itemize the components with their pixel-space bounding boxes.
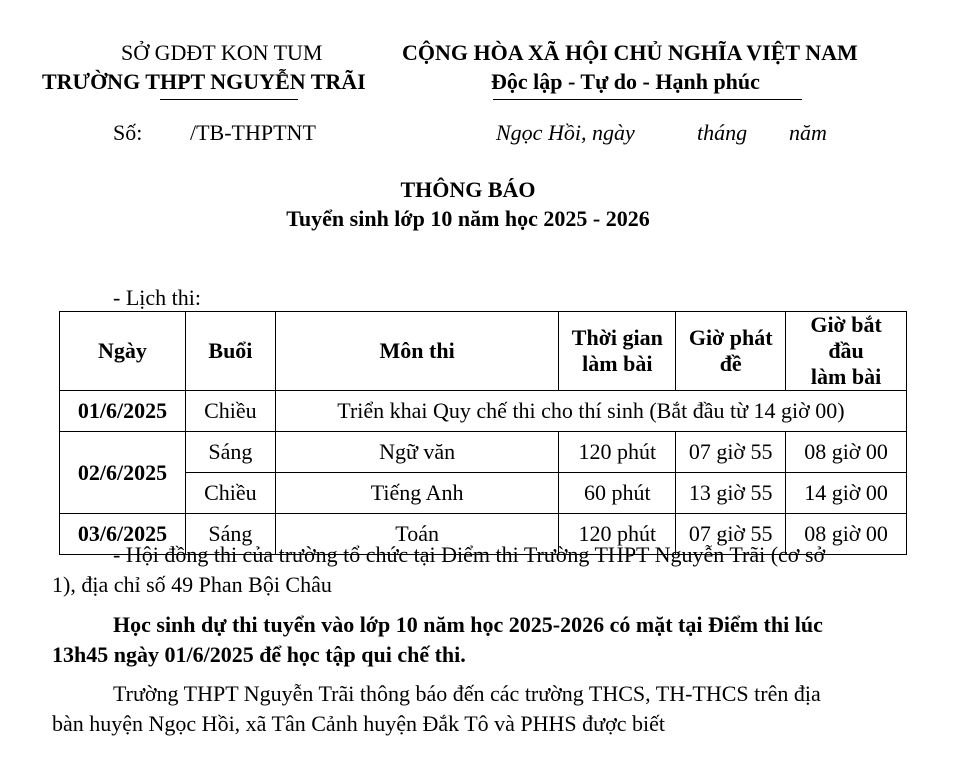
header-start-line1: Giờ bắt đầu <box>810 312 882 363</box>
document-number-code: /TB-THPTNT <box>190 120 316 145</box>
row-duration: 120 phút <box>559 432 676 473</box>
paragraph-venue-line2: 1), địa chỉ số 49 Phan Bội Châu <box>52 572 332 597</box>
place-date: Ngọc Hồi, ngày <box>496 120 635 145</box>
row-start: 08 giờ 00 <box>786 514 907 555</box>
table-header-row <box>60 312 907 391</box>
document-subtitle: Tuyển sinh lớp 10 năm học 2025 - 2026 <box>286 206 650 231</box>
row-date: 02/6/2025 <box>60 432 186 514</box>
schedule-label: - Lịch thi: <box>113 285 201 310</box>
paragraph-attendance <box>52 610 920 670</box>
paragraph-notice <box>52 679 920 739</box>
paragraph-notice-line1: Trường THPT Nguyễn Trãi thông báo đến các trường THCS, TH-THCS trên địa <box>113 681 821 706</box>
row-duration: 120 phút <box>559 514 676 555</box>
national-motto: Độc lập - Tự do - Hạnh phúc <box>491 69 760 94</box>
republic-name: CỘNG HÒA XÃ HỘI CHỦ NGHĨA VIỆT NAM <box>402 40 858 65</box>
row-start: 08 giờ 00 <box>786 432 907 473</box>
row-date: 01/6/2025 <box>60 391 186 432</box>
header-duration-line2: làm bài <box>582 351 653 376</box>
row-start: 14 giờ 00 <box>786 473 907 514</box>
paragraph-venue <box>52 540 920 600</box>
row-release: 07 giờ 55 <box>676 432 786 473</box>
paragraph-notice-line2: bàn huyện Ngọc Hồi, xã Tân Cảnh huyện Đắk Tô và PHHS được biết <box>52 711 665 736</box>
exam-schedule-table <box>59 311 907 555</box>
header-date: Ngày <box>60 312 186 391</box>
header-session: Buổi <box>185 312 275 391</box>
row-session: Chiều <box>185 391 275 432</box>
row-release: 13 giờ 55 <box>676 473 786 514</box>
school-underline <box>160 99 298 100</box>
table-row <box>60 473 907 514</box>
row-note: Triển khai Quy chế thi cho thí sinh (Bắt đầu từ 14 giờ 00) <box>275 391 906 432</box>
year-label: năm <box>789 120 827 145</box>
header-duration-line1: Thời gian <box>571 325 663 350</box>
motto-underline <box>493 99 802 100</box>
document-title: THÔNG BÁO <box>400 177 536 202</box>
table-row <box>60 391 907 432</box>
paragraph-venue-line1: - Hội đồng thi của trường tổ chức tại Điểm thi Trường THPT Nguyễn Trãi (cơ sở <box>113 542 826 567</box>
header-duration <box>559 312 676 391</box>
table-row <box>60 432 907 473</box>
header-subject: Môn thi <box>275 312 559 391</box>
row-subject: Ngữ văn <box>275 432 559 473</box>
header-start-line2: làm bài <box>810 364 882 389</box>
row-release: 07 giờ 55 <box>676 514 786 555</box>
paragraph-attendance-line1: Học sinh dự thi tuyển vào lớp 10 năm học 2025-2026 có mặt tại Điểm thi lúc <box>113 612 823 637</box>
department-name: SỞ GDĐT KON TUM <box>121 40 323 65</box>
month-label: tháng <box>697 120 748 145</box>
school-name-text: THPT NGUYỄN TRÃI <box>145 69 366 94</box>
document-number-label: Số: <box>113 120 143 145</box>
school-prefix: TRƯỜNG <box>42 69 146 94</box>
row-session: Sáng <box>185 432 275 473</box>
school-name <box>42 69 366 95</box>
header-release: Giờ phát đề <box>676 312 786 391</box>
row-date: 03/6/2025 <box>60 514 186 555</box>
row-session: Chiều <box>185 473 275 514</box>
row-duration: 60 phút <box>559 473 676 514</box>
paragraph-attendance-line2: 13h45 ngày 01/6/2025 để học tập qui chế thi. <box>52 642 466 667</box>
row-session: Sáng <box>185 514 275 555</box>
header-start <box>786 312 907 391</box>
row-subject: Toán <box>275 514 559 555</box>
row-subject: Tiếng Anh <box>275 473 559 514</box>
